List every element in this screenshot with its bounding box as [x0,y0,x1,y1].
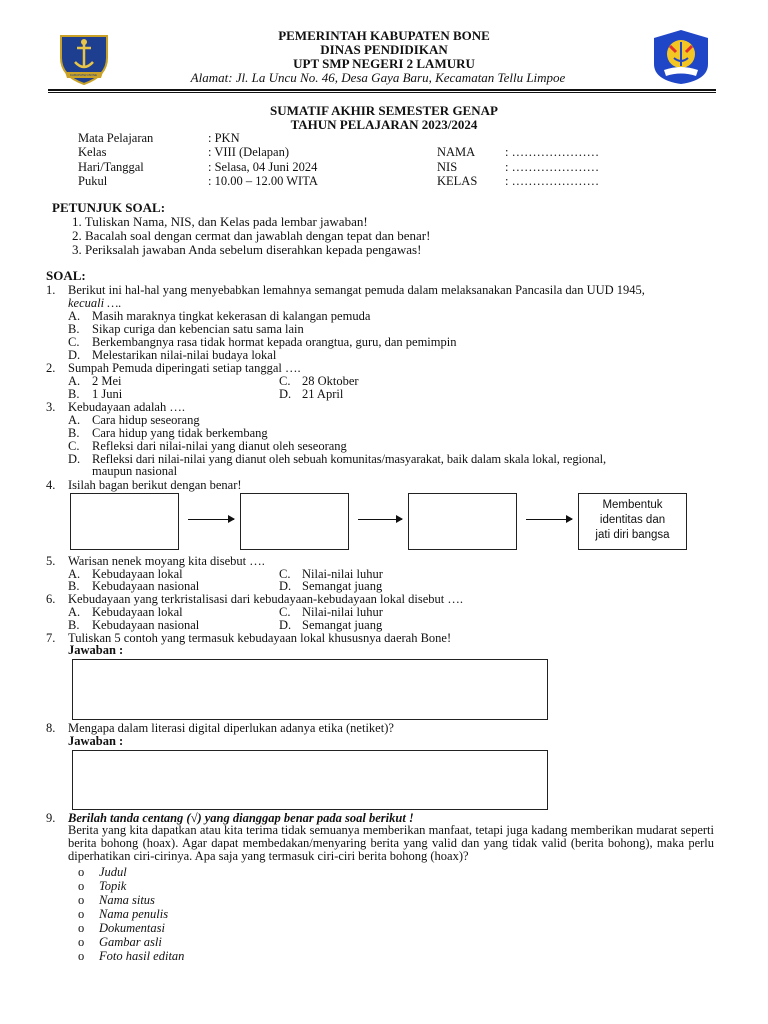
final-box-line: Membentuk [602,499,663,511]
option-label: A. [68,605,81,619]
option-text: Berkembangnya rasa tidak hormat kepada orangtua, guru, dan pemimpin [92,335,457,349]
checklist-item[interactable]: Gambar asli [99,935,162,949]
option-text: Cara hidup seseorang [92,413,200,427]
option-text: 1 Juni [92,387,123,401]
option-text: 2 Mei [92,374,122,388]
question-number: 4. [46,478,56,492]
subject-label: Mata Pelajaran [78,131,154,145]
question-3-text: Kebudayaan adalah …. [68,400,185,414]
bullet: o [78,949,85,963]
option-label: A. [68,413,81,427]
option-label: D. [279,387,292,401]
bullet: o [78,865,85,879]
option-text: Refleksi dari nilai-nilai yang dianut oleh sebuah komunitas/masyarakat, baik dalam skala lokal, regional, [92,452,607,466]
option-text-cont: maupun nasional [92,464,178,478]
option-label: B. [68,322,80,336]
option-text: Refleksi dari nilai-nilai yang dianut oleh seseorang [92,439,347,453]
option-label: A. [68,374,81,388]
arrow-3 [526,519,572,520]
class-value: : VIII (Delapan) [208,145,289,159]
question-1-text: Berikut ini hal-hal yang menyebabkan lemahnya semangat pemuda dalam melaksanakan Pancasila dan UUD 1945, [68,283,645,297]
time-value: : 10.00 – 12.00 WITA [208,174,318,188]
option-label: B. [68,618,80,632]
instruction-item: 1. Tuliskan Nama, NIS, dan Kelas pada lembar jawaban! [72,214,368,229]
bullet: o [78,893,85,907]
kelas-field: : ………………… [505,174,600,188]
bullet: o [78,935,85,949]
option-label: D. [279,579,292,593]
option-text: Kebudayaan lokal [92,567,183,581]
final-box-line: jati diri bangsa [595,529,670,541]
name-label: NAMA [437,145,476,159]
option-text: Kebudayaan nasional [92,618,200,632]
chart-box-3[interactable] [408,493,517,550]
option-text: 21 April [302,387,344,401]
bullet: o [78,879,85,893]
header-line-1: PEMERINTAH KABUPATEN BONE [278,28,490,43]
answer-label: Jawaban : [68,734,124,748]
question-6-text: Kebudayaan yang terkristalisasi dari kebudayaan-kebudayaan lokal disebut …. [68,592,464,606]
header-rule-thin [48,92,716,93]
kelas-label: KELAS [437,174,478,188]
checklist-item[interactable]: Foto hasil editan [99,949,185,963]
checklist-item[interactable]: Topik [99,879,127,893]
option-text: Masih maraknya tingkat kekerasan di kalangan pemuda [92,309,371,323]
day-value: : Selasa, 04 Juni 2024 [208,160,318,174]
option-label: A. [68,309,81,323]
answer-box-8[interactable] [72,750,548,810]
chart-box-final [578,493,687,550]
question-1-text-cont: kecuali …. [68,296,122,310]
arrow-2 [358,519,402,520]
option-text: Cara hidup yang tidak berkembang [92,426,268,440]
question-5-text: Warisan nenek moyang kita disebut …. [68,554,265,568]
name-field: : ………………… [505,145,600,159]
exam-title-1: SUMATIF AKHIR SEMESTER GENAP [270,103,498,118]
exam-title-2: TAHUN PELAJARAN 2023/2024 [290,117,478,132]
bullet: o [78,921,85,935]
header-rule [48,89,716,91]
option-text: Melestarikan nilai-nilai budaya lokal [92,348,277,362]
option-text: Nilai-nilai luhur [302,567,383,581]
nis-field: : ………………… [505,160,600,174]
question-number: 1. [46,283,56,297]
option-text: Semangat juang [302,618,383,632]
instruction-item: 2. Bacalah soal dengan cermat dan jawablah dengan tepat dan benar! [72,228,431,243]
option-label: D. [279,618,292,632]
option-label: B. [68,387,80,401]
question-number: 3. [46,400,56,414]
subject-value: : PKN [208,131,240,145]
bullet: o [78,907,85,921]
soal-title: SOAL: [46,268,86,283]
question-9-title: Berilah tanda centang (√) yang dianggap benar pada soal berikut ! [68,811,414,825]
option-label: C. [279,374,291,388]
checklist-item[interactable]: Dokumentasi [99,921,165,935]
option-label: B. [68,426,80,440]
question-number: 2. [46,361,56,375]
option-text: 28 Oktober [302,374,359,388]
option-label: B. [68,579,80,593]
chart-box-2[interactable] [240,493,349,550]
option-label: C. [68,335,80,349]
time-label: Pukul [78,174,108,188]
answer-label: Jawaban : [68,643,124,657]
header-address: Alamat: Jl. La Uncu No. 46, Desa Gaya Baru, Kecamatan Tellu Limpoe [190,70,566,85]
question-number: 7. [46,631,56,645]
left-logo-caption: KABUPATEN BONE [70,73,98,77]
question-number: 5. [46,554,56,568]
option-text: Semangat juang [302,579,383,593]
option-label: C. [279,605,291,619]
option-label: C. [68,439,80,453]
option-label: D. [68,452,81,466]
option-text: Kebudayaan nasional [92,579,200,593]
option-label: A. [68,567,81,581]
question-number: 6. [46,592,56,606]
option-label: D. [68,348,81,362]
question-4-text: Isilah bagan berikut dengan benar! [68,478,242,492]
option-text: Sikap curiga dan kebencian satu sama lain [92,322,304,336]
question-2-text: Sumpah Pemuda diperingati setiap tanggal …. [68,361,301,375]
arrow-1 [188,519,234,520]
class-label: Kelas [78,145,107,159]
question-number: 8. [46,721,56,735]
option-text: Nilai-nilai luhur [302,605,383,619]
day-label: Hari/Tanggal [78,160,144,174]
final-box-line: identitas dan [599,514,666,526]
checklist-item[interactable]: Judul [99,865,127,879]
header-line-2: DINAS PENDIDIKAN [320,42,448,57]
question-number: 9. [46,811,56,825]
header-line-3: UPT SMP NEGERI 2 LAMURU [293,56,475,71]
checklist-item[interactable]: Nama situs [99,893,155,907]
nis-label: NIS [437,160,458,174]
option-label: C. [279,567,291,581]
instruction-item: 3. Periksalah jawaban Anda sebelum diserahkan kepada pengawas! [72,242,422,257]
question-9-paragraph: Berita yang kita dapatkan atau kita terima tidak semuanya memberikan manfaat, tetapi juga kadang memberikan mudarat seperti berita bohong (hoax). Agar dapat membedakan/menyaring berita yang valid dan yang tidak valid (berita bohong), maka perlu diperhatikan ciri-cirinya. Apa saja yang termasuk ciri-ciri berita bohong (hoax)? [68,823,714,863]
question-8-text: Mengapa dalam literasi digital diperlukan adanya etika (netiket)? [68,721,394,735]
option-text: Kebudayaan lokal [92,605,183,619]
checklist-item[interactable]: Nama penulis [99,907,169,921]
answer-box-7[interactable] [72,659,548,720]
question-7-text: Tuliskan 5 contoh yang termasuk kebudayaan lokal khususnya daerah Bone! [68,631,452,645]
chart-box-1[interactable] [70,493,179,550]
instructions-title: PETUNJUK SOAL: [52,200,166,215]
